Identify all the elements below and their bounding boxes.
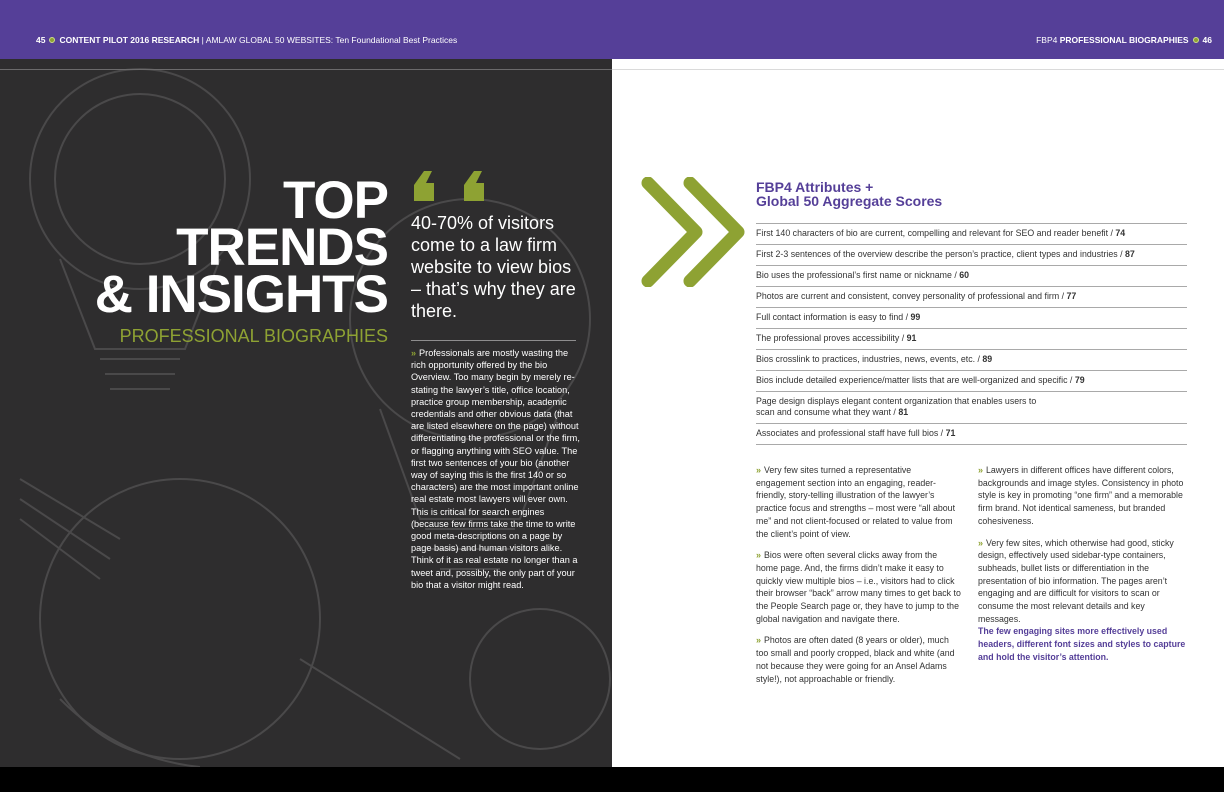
body-paragraph: Professionals are mostly wasting the rich opportunity offered by the bio Overview. Too many begin by merely re-stating the lawyer’s title, office location, practice group membership, academic credentials and other obvious data (that are listed elsewhere on the page) without differentiating the professional or the firm, or flagging anything with SEO value. The first two sentences of your bio (another way of saying this is the first 140 or so characters) are the most important online real estate most lawyers will ever own. This is critical for search engines (because few firms take the time to write good meta-descriptions on a page by page basis) and human visitors alike. Think of it as real estate no longer than a tweet and, possibly, the only part of your bio that a visitor might read. [411, 348, 580, 590]
attribute-text: Page design displays elegant content organization that enables users to scan and consume what they want / [756, 396, 1037, 417]
attribute-score: 71 [945, 428, 956, 438]
table-row [756, 370, 1187, 391]
right-page-number: 46 [1202, 35, 1212, 45]
body-text [411, 347, 581, 591]
attribute-text: The professional proves accessibility / [756, 333, 905, 343]
small-chevron-icon: » [756, 635, 762, 646]
finding-paragraph [978, 537, 1188, 626]
attribute-text: Associates and professional staff have full bios / [756, 428, 944, 438]
left-page-number: 45 [36, 35, 46, 45]
attribute-text: Photos are current and consistent, convey personality of professional and firm / [756, 291, 1065, 301]
page-header [0, 0, 1224, 59]
table-row [756, 265, 1187, 286]
table-row [756, 286, 1187, 307]
pull-quote: 40-70% of visitors come to a law firm website to view bios – that’s why they are there. [411, 213, 576, 321]
research-label: CONTENT PILOT 2016 RESEARCH [59, 35, 200, 45]
section-subtitle: PROFESSIONAL BIOGRAPHIES [119, 326, 388, 346]
table-row [756, 328, 1187, 349]
attributes-table [756, 223, 1187, 445]
attribute-score: 77 [1066, 291, 1077, 301]
small-chevron-icon: » [978, 465, 984, 475]
finding-paragraph [756, 464, 961, 540]
finding-paragraph [756, 634, 961, 685]
table-title [756, 180, 942, 208]
attribute-score: 60 [959, 270, 970, 280]
dot-icon [1193, 37, 1199, 43]
header-right [1036, 35, 1212, 45]
table-row [756, 244, 1187, 265]
small-chevron-icon: » [978, 537, 984, 548]
title-line: & INSIGHTS [94, 265, 388, 324]
finding-text: Lawyers in different offices have different colors, backgrounds and image styles. Consistency in photo style is key in promoting “one firm” and a memorable firm brand. Not identical sameness, but branded cohesiveness. [978, 465, 1184, 526]
finding-text: Bios were often several clicks away from the home page. And, the firms didn’t make it easy to quickly view multiple bios – i.e., visitors had to click their browser “back” arrow many times to get back to the People Search page or, they have to jump to the global navigation and navigate there. [756, 550, 961, 624]
finding-paragraph [756, 549, 961, 625]
finding-text: Very few sites, which otherwise had good, sticky design, effectively used sidebar-type containers, subheads, bullet lists or differentiation in the presentation of bio information. The pages aren’t engaging and are difficult for visitors to scan or consume the most relevant details and key messages. [978, 537, 1174, 624]
small-chevron-icon: » [411, 348, 417, 358]
findings-column-2 [978, 464, 1188, 673]
title-line: TRENDS [176, 218, 388, 277]
attribute-score: 79 [1074, 375, 1085, 385]
attribute-score: 89 [982, 354, 993, 364]
attribute-text: Full contact information is easy to find / [756, 312, 909, 322]
finding-text: Photos are often dated (8 years or older), much too small and poorly cropped, black and white (and not because they were going for an Ansel Adams style!), not approachable or friendly. [756, 635, 955, 684]
left-page [0, 59, 612, 767]
table-row [756, 423, 1187, 445]
right-page [612, 59, 1224, 767]
finding-text: Very few sites turned a representative engagement section into an engaging, reader-friendly, story-telling illustration of the lawyer’s practice focus and strengths – most were “all about me” and not client-focused or related to value from the client’s point of view. [756, 465, 956, 539]
attribute-score: 99 [910, 312, 921, 322]
attribute-text: Bios crosslink to practices, industries, news, events, etc. / [756, 354, 980, 364]
attribute-text: Bio uses the professional’s first name or nickname / [756, 270, 957, 280]
attribute-score: 87 [1125, 249, 1135, 259]
attribute-text: First 2-3 sentences of the overview describe the person’s practice, client types and industries / [756, 249, 1123, 259]
page-title [94, 171, 388, 324]
divider [0, 69, 612, 70]
header-left [36, 35, 457, 45]
dot-icon [49, 37, 55, 43]
header-separator: | [201, 35, 204, 45]
finding-paragraph [978, 464, 1188, 528]
table-row [756, 391, 1187, 423]
small-chevron-icon: » [756, 550, 762, 561]
small-chevron-icon: » [756, 465, 762, 475]
table-row [756, 349, 1187, 370]
highlight-paragraph: The few engaging sites more effectively used headers, different font sizes and styles to capture and hold the visitor’s attention. [978, 626, 1186, 662]
table-row [756, 307, 1187, 328]
divider [411, 340, 576, 341]
title-line: TOP [283, 171, 388, 230]
table-row [756, 223, 1187, 244]
section-code: FBP4 [1036, 35, 1058, 45]
attribute-text: First 140 characters of bio are current, compelling and relevant for SEO and reader benefit / [756, 228, 1113, 238]
attribute-text: Bios include detailed experience/matter lists that are well-organized and specific / [756, 375, 1073, 385]
report-subtitle: AMLAW GLOBAL 50 WEBSITES: Ten Foundational Best Practices [205, 35, 458, 45]
double-chevron-icon [640, 177, 748, 287]
table-title-line: Global 50 Aggregate Scores [756, 193, 943, 209]
bottom-bar [0, 767, 1224, 792]
section-title: PROFESSIONAL BIOGRAPHIES [1059, 35, 1189, 45]
findings-column-1 [756, 464, 961, 694]
attribute-score: 91 [906, 333, 917, 343]
divider [612, 69, 1224, 70]
attribute-score: 81 [898, 407, 909, 417]
table-title-line: FBP4 Attributes + [756, 179, 874, 195]
open-quote-icon [410, 167, 490, 203]
attribute-score: 74 [1115, 228, 1126, 238]
